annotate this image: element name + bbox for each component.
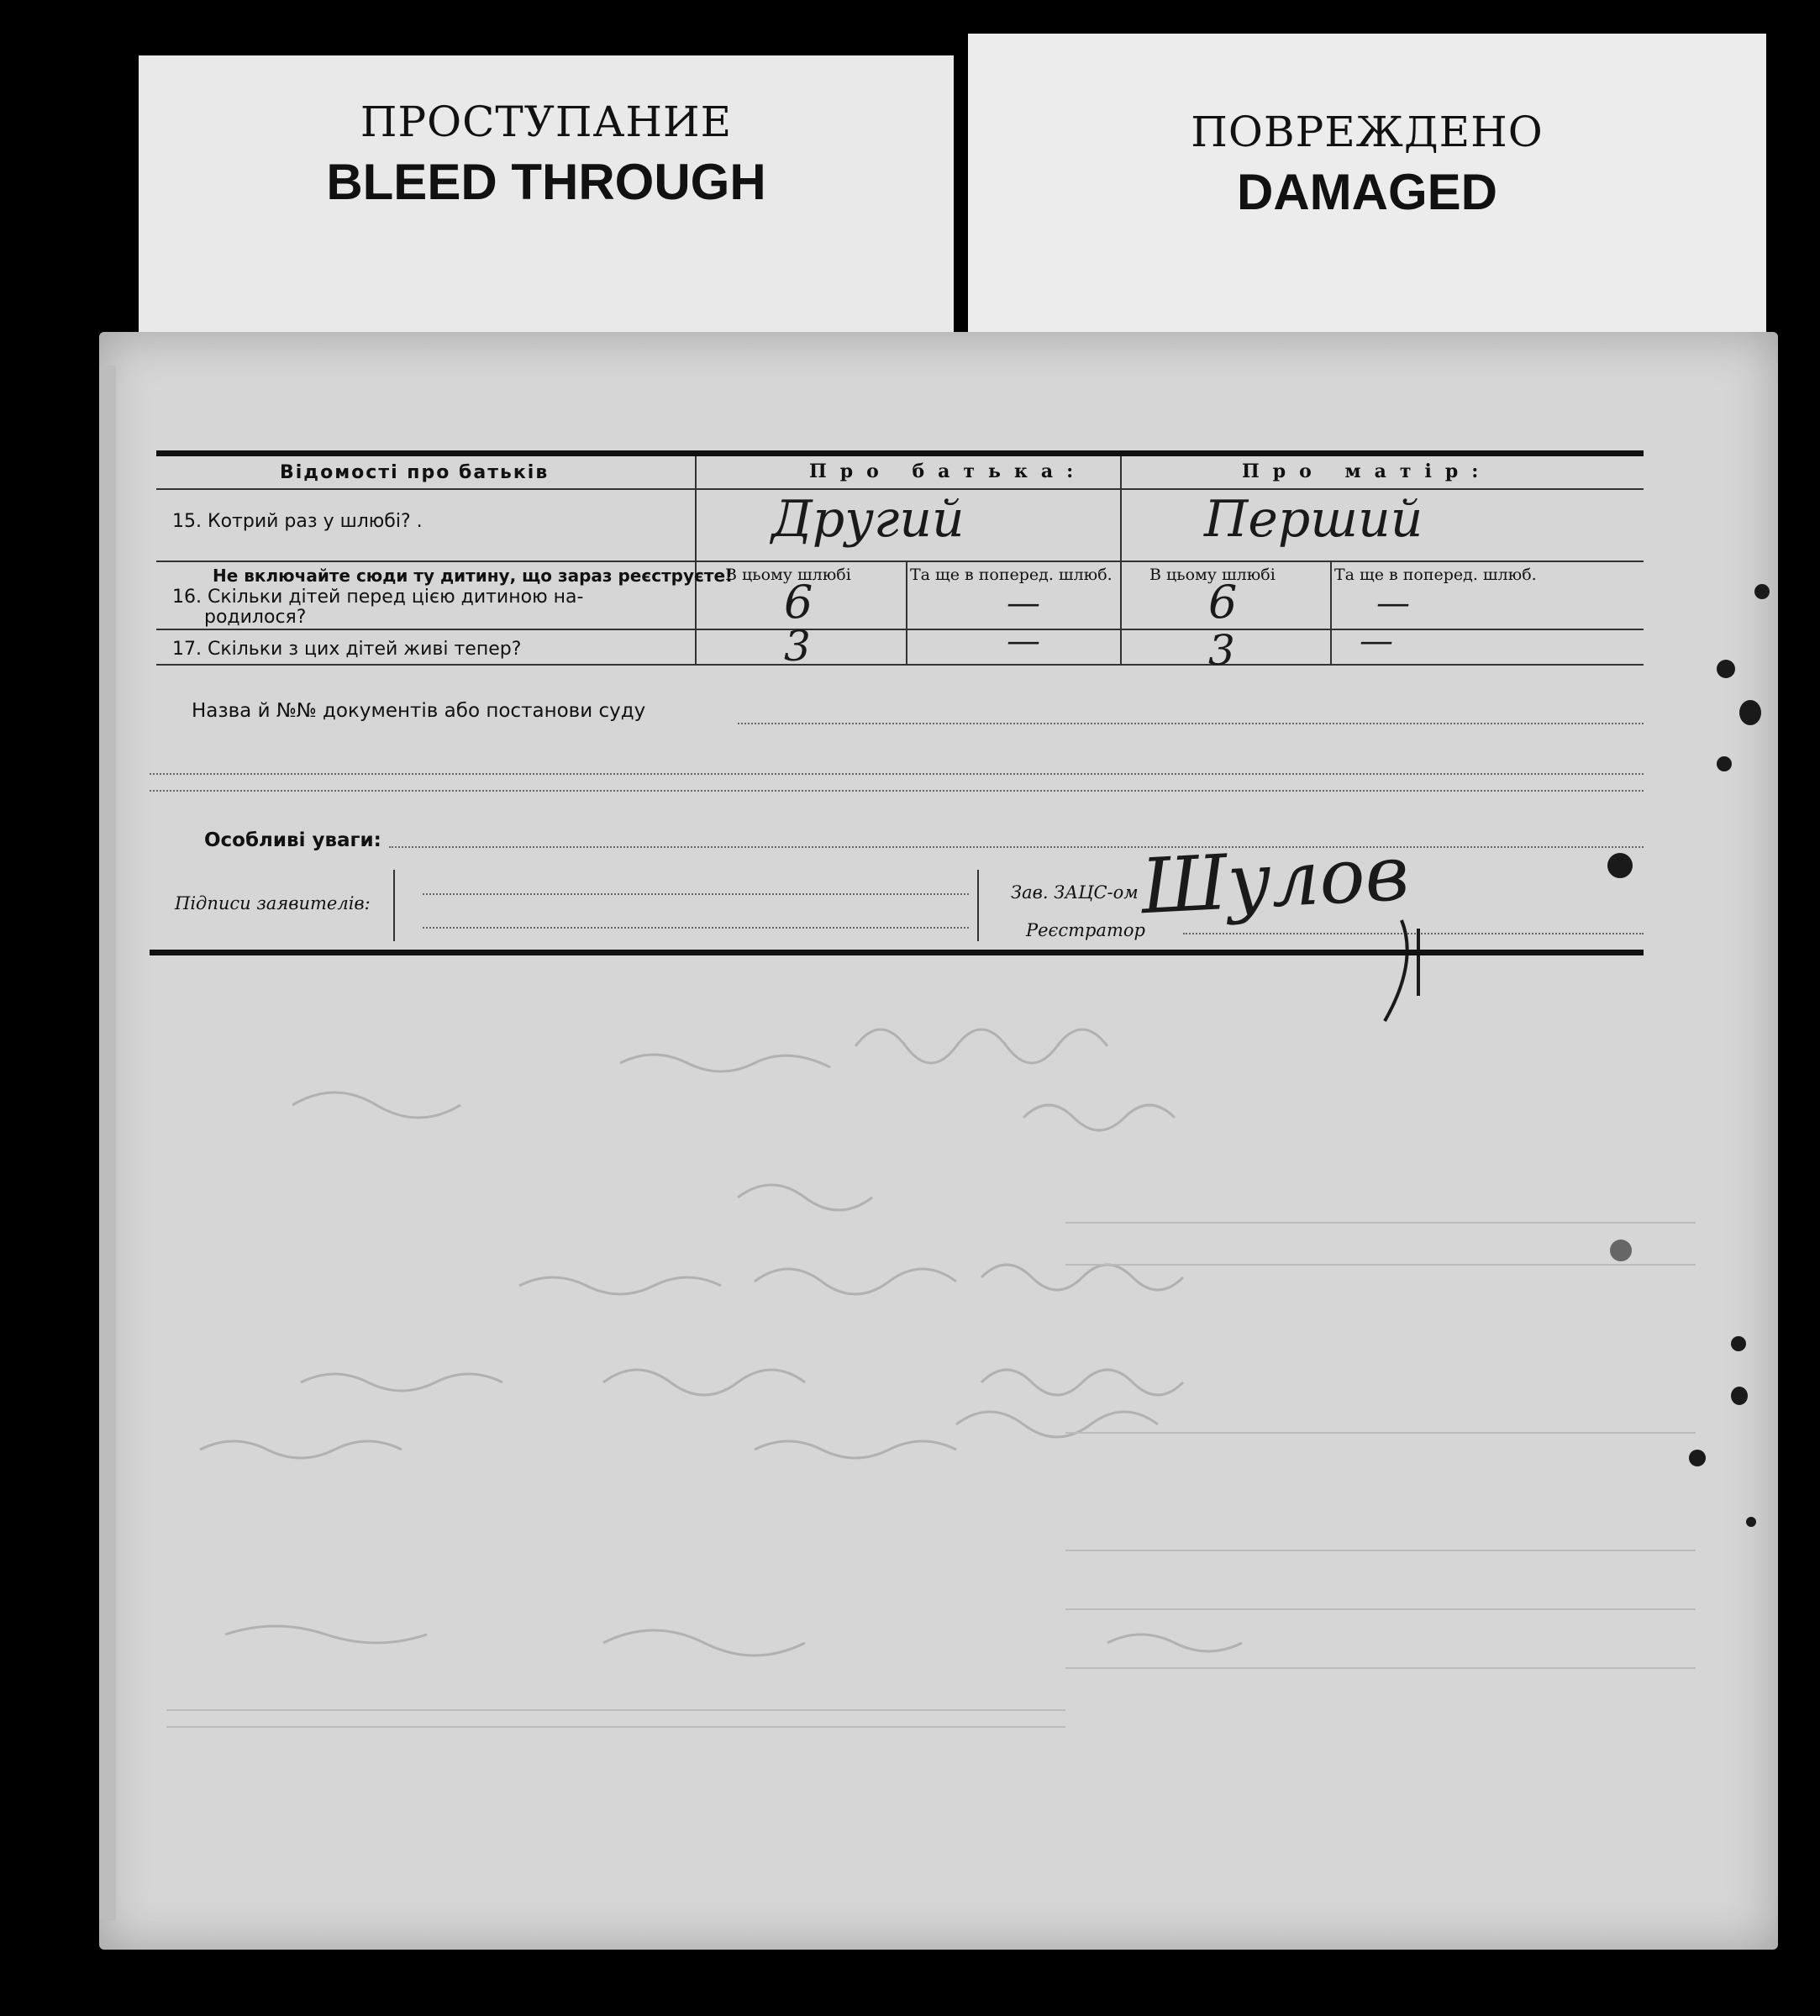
row15-father-value: Другий (771, 490, 965, 549)
punch-hole (1731, 1387, 1748, 1405)
father-prev-marriage-header: Та ще в поперед. шлюб. (910, 566, 1113, 584)
head-of-registry-label: Зав. ЗАЦС-ом (1011, 882, 1139, 903)
header-parents-info: Відомості про батьків (280, 462, 550, 483)
documents-line-1 (738, 723, 1644, 724)
row16-father-this: 6 (784, 576, 813, 629)
row17-rule (156, 664, 1644, 666)
document-sheet (99, 332, 1778, 1950)
bleed-through-en: BLEED THROUGH (326, 154, 766, 210)
row17-mother-this: 3 (1208, 626, 1235, 675)
registrar-signature: Шулов (1139, 829, 1412, 932)
col-divider-2 (1120, 456, 1122, 664)
row17-father-prev: — (1007, 622, 1040, 661)
damaged-en: DAMAGED (1237, 164, 1497, 220)
row17-mother-prev: — (1360, 622, 1393, 661)
table-top-rule (156, 450, 1644, 456)
row16-father-prev: — (1007, 584, 1040, 623)
documents-line-3 (150, 790, 1644, 792)
bleed-through-ru: ПРОСТУПАНИЕ (360, 97, 733, 146)
mother-this-marriage-header: В цьому шлюбі (1149, 566, 1276, 584)
row16-mother-this: 6 (1208, 576, 1238, 629)
row17-label: 17. Скільки з цих дітей живі тепер? (172, 639, 522, 660)
registrar-label: Реєстратор (1026, 920, 1145, 940)
mother-sub-divider (1330, 561, 1332, 664)
row15-mother-value: Перший (1204, 490, 1423, 549)
applicants-bracket-right (977, 870, 979, 941)
punch-hole (1610, 1240, 1632, 1261)
signature-tail (1351, 903, 1519, 1071)
bleed-through-card (139, 55, 954, 345)
applicant-line-2 (423, 927, 969, 929)
punch-hole (1731, 1336, 1746, 1351)
row16-mother-prev: — (1376, 584, 1410, 623)
header-mother: Про матір: (1242, 461, 1492, 482)
applicants-bracket-left (393, 870, 395, 941)
father-this-marriage-header: В цьому шлюбі (725, 566, 851, 584)
damaged-ru: ПОВРЕЖДЕНО (1191, 108, 1544, 156)
punch-hole (1739, 700, 1761, 725)
applicant-line-1 (423, 893, 969, 895)
punch-hole (1754, 584, 1770, 599)
col-divider-1 (695, 456, 697, 664)
remarks-label: Особливі уваги: (204, 829, 381, 851)
mother-prev-marriage-header: Та ще в поперед. шлюб. (1334, 566, 1537, 584)
punch-hole (1607, 853, 1633, 878)
row17-father-this: 3 (784, 622, 811, 671)
remarks-line (389, 846, 1644, 848)
punch-hole (1717, 660, 1735, 678)
table-bottom-rule (150, 950, 1644, 955)
row15-rule (156, 561, 1644, 562)
applicants-signatures-label: Підписи заявителів: (175, 893, 371, 913)
punch-hole (1689, 1450, 1706, 1466)
row16-note: Не включайте сюди ту дитину, що зараз реєструєте! (213, 566, 734, 586)
documents-line-2 (150, 773, 1644, 775)
row16-label-line2: родилося? (204, 607, 307, 628)
row16-rule (156, 629, 1644, 630)
row16-label-line1: 16. Скільки дітей перед цією дитиною на- (172, 587, 584, 608)
row15-label: 15. Котрий раз у шлюбі? . (172, 511, 423, 532)
damaged-card (968, 34, 1766, 345)
punch-hole (1717, 756, 1732, 771)
documents-label: Назва й №№ документів або постанови суду (192, 700, 646, 722)
header-father: Про батька: (809, 461, 1087, 482)
punch-hole (1746, 1517, 1756, 1527)
father-sub-divider (906, 561, 907, 664)
